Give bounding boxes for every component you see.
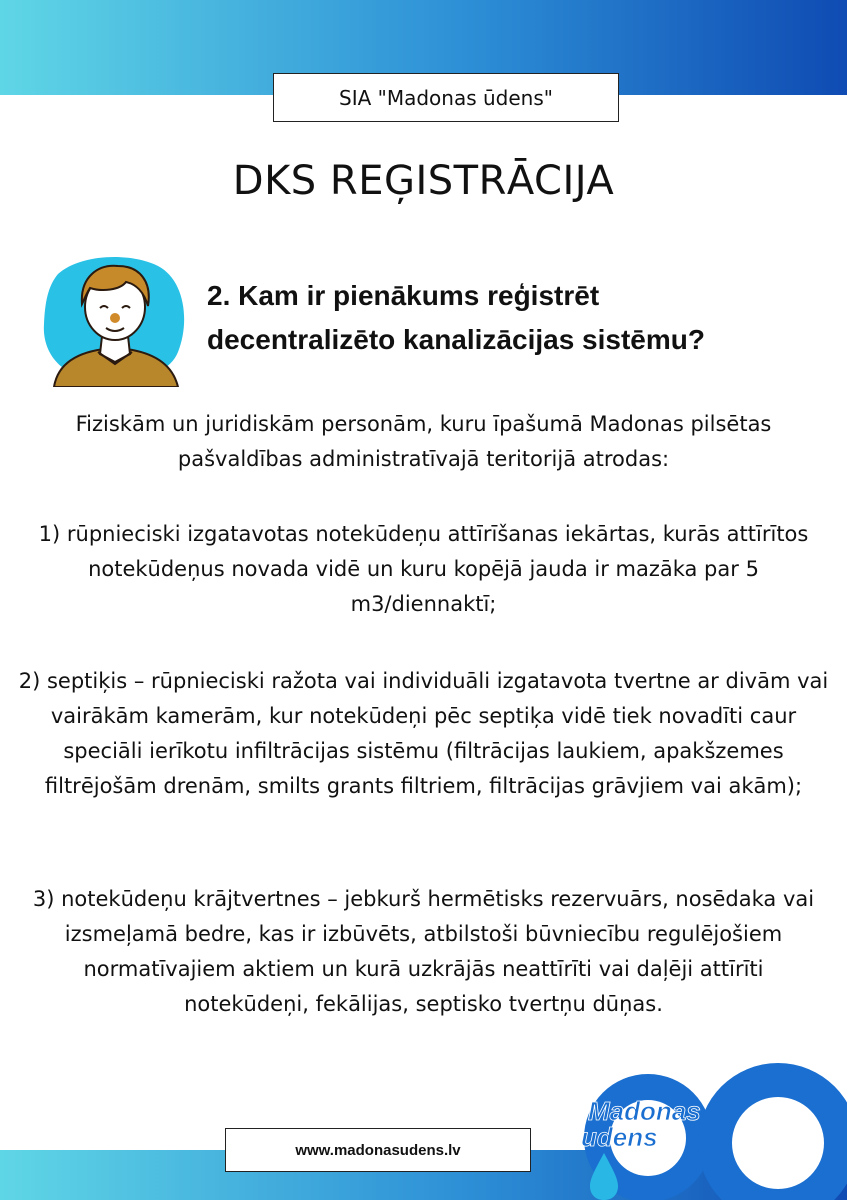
list-item-2: 2) septiķis – rūpnieciski ražota vai individuāli izgatavota tvertne ar divām vai vairākām kamerām, kur notekūdeņi pēc septiķa vidē tiek novadīti caur speciāli ierīkotu infiltrācijas sistēmu (filtrācijas laukiem, apakšzemes filtrējošām drenām, smilts grants filtriem, filtrācijas grāvjiem vai akām); (18, 669, 829, 798)
list-item-1: 1) rūpnieciski izgatavotas notekūdeņu attīrīšanas iekārtas, kurās attīrītos notekūdeņus novada vidē un kuru kopējā jauda ir mazāka par 5 m3/diennaktī; (38, 522, 809, 616)
logo-text-line-2: udens (581, 1122, 658, 1152)
logo-text-line-1: Madonas (588, 1096, 701, 1126)
question-heading (207, 274, 827, 362)
person-avatar-icon (40, 252, 190, 387)
organization-label (273, 73, 619, 122)
madonas-udens-logo (578, 1048, 847, 1200)
list-item-3: 3) notekūdeņu krājtvertnes – jebkurš hermētisks rezervuārs, nosēdaka vai izsmeļamā bedre, kas ir izbūvēts, atbilstoši būvniecību regulējošiem normatīvajiem aktiem un kurā uzkrājās neattīrīti vai daļēji attīrīti notekūdeņi, fekālijas, septisko tvertņu dūņas. (32, 887, 815, 1016)
question-line-1: 2. Kam ir pienākums reģistrēt (207, 280, 600, 311)
organization-name: SIA "Madonas ūdens" (339, 85, 553, 110)
page-title: DKS REĢISTRĀCIJA (232, 158, 615, 204)
website-box (225, 1128, 531, 1172)
intro-paragraph: Fiziskām un juridiskām personām, kuru īpašumā Madonas pilsētas pašvaldības administratīvajā teritorijā atrodas: (75, 412, 772, 471)
question-line-2: decentralizēto kanalizācijas sistēmu? (207, 324, 705, 355)
website-link[interactable]: www.madonasudens.lv (295, 1141, 461, 1159)
